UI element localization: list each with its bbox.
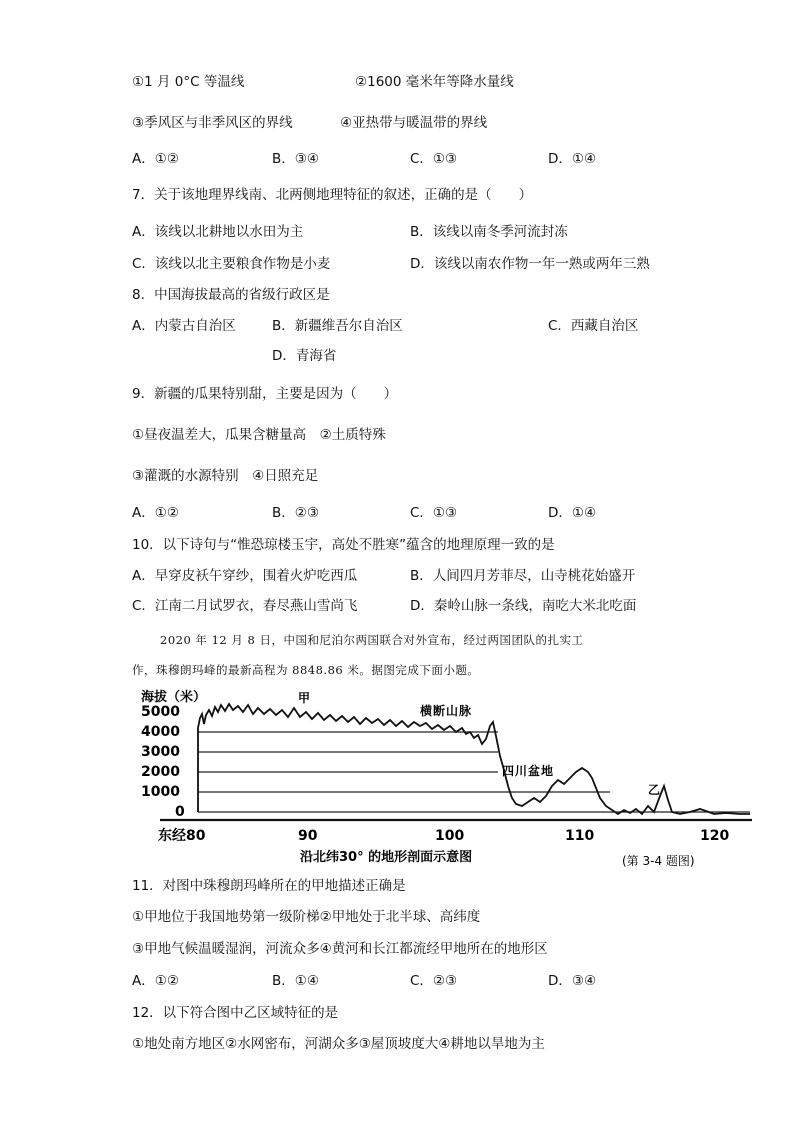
q11-stem: 11．对图中珠穆朗玛峰所在的甲地描述正确是 <box>132 878 406 894</box>
q9-options-12: ①昼夜温差大，瓜果含糖量高 ②土质特殊 <box>132 427 386 443</box>
q10-stem: 10．以下诗句与“惟恐琼楼玉宇，高处不胜寒”蕴含的地理原理一致的是 <box>132 537 555 553</box>
terrain-profile-figure <box>140 688 760 868</box>
q9-choice-c: C．①③ <box>410 505 458 521</box>
x-tick-120: 120 <box>700 828 730 844</box>
q6-choice-a: A．①② <box>132 151 179 167</box>
q9-choice-b: B．②③ <box>272 505 319 521</box>
q10-option-a: A．早穿皮袄午穿纱，围着火炉吃西瓜 <box>132 568 358 584</box>
q11-choice-d: D．③④ <box>548 973 597 989</box>
q8-option-a: A．内蒙古自治区 <box>132 318 236 334</box>
intro-line-2: 作，珠穆朗玛峰的最新高程为 8848.86 米。据图完成下面小题。 <box>132 663 480 677</box>
y-tick-0: 0 <box>175 804 185 820</box>
q6-option-3: ③季风区与非季风区的界线 <box>132 115 293 131</box>
q7-option-a: A．该线以北耕地以水田为主 <box>132 224 304 240</box>
q6-choice-b: B．③④ <box>272 151 319 167</box>
x-tick-110: 110 <box>565 828 595 844</box>
q12-options: ①地处南方地区②水网密布，河湖众多③屋顶坡度大④耕地以旱地为主 <box>132 1036 545 1052</box>
q7-stem: 7．关于该地理界线南、北两侧地理特征的叙述，正确的是（ ） <box>132 187 533 203</box>
q8-stem: 8．中国海拔最高的省级行政区是 <box>132 287 330 303</box>
q11-choice-a: A．①② <box>132 973 179 989</box>
q9-choice-a: A．①② <box>132 505 179 521</box>
y-tick-3000: 3000 <box>141 744 180 760</box>
y-tick-2000: 2000 <box>141 764 180 780</box>
terrain-outline <box>198 704 750 814</box>
q8-option-c: C．西藏自治区 <box>548 318 639 334</box>
q11-choice-c: C．②③ <box>410 973 458 989</box>
q9-choice-d: D．①④ <box>548 505 597 521</box>
q11-options-34: ③甲地气候温暖湿润，河流众多④黄河和长江都流经甲地所在的地形区 <box>132 941 548 957</box>
q6-option-4: ④亚热带与暖温带的界线 <box>340 115 488 131</box>
q6-choice-d: D．①④ <box>548 151 597 167</box>
q10-option-b: B．人间四月芳菲尽，山寺桃花始盛开 <box>410 568 636 584</box>
q10-option-c: C．江南二月试罗衣，春尽燕山雪尚飞 <box>132 598 358 614</box>
q7-option-d: D．该线以南农作物一年一熟或两年三熟 <box>410 256 650 272</box>
x-tick-80: 东经80 <box>158 828 206 844</box>
y-axis-title: 海拔（米） <box>141 690 207 705</box>
q6-option-1: ①1 月 0°C 等温线 <box>132 74 245 90</box>
q11-options-12: ①甲地位于我国地势第一级阶梯②甲地处于北半球、高纬度 <box>132 909 481 925</box>
q9-stem: 9．新疆的瓜果特别甜，主要是因为（ ） <box>132 386 398 402</box>
q7-option-c: C．该线以北主要粮食作物是小麦 <box>132 256 331 272</box>
label-yi: 乙 <box>648 783 661 797</box>
q6-option-2: ②1600 毫米年等降水量线 <box>355 74 514 90</box>
q12-stem: 12．以下符合图中乙区域特征的是 <box>132 1005 339 1021</box>
q6-choice-c: C．①③ <box>410 151 458 167</box>
label-hengduan: 横断山脉 <box>420 704 473 718</box>
q10-option-d: D．秦岭山脉一条线，南吃大米北吃面 <box>410 598 637 614</box>
q7-option-b: B．该线以南冬季河流封冻 <box>410 224 568 240</box>
figure-caption: 沿北纬30° 的地形剖面示意图 <box>300 850 473 865</box>
label-sichuan: 四川盆地 <box>502 764 555 778</box>
intro-line-1: 2020 年 12 月 8 日，中国和尼泊尔两国联合对外宣布，经过两国团队的扎实工 <box>160 633 584 647</box>
y-tick-4000: 4000 <box>141 724 180 740</box>
q9-options-34: ③灌溉的水源特别 ④日照充足 <box>132 468 319 484</box>
label-jia: 甲 <box>298 691 311 705</box>
x-tick-100: 100 <box>435 828 465 844</box>
q8-option-d: D．青海省 <box>272 348 337 364</box>
q11-choice-b: B．①④ <box>272 973 319 989</box>
y-tick-1000: 1000 <box>141 784 180 800</box>
y-tick-5000: 5000 <box>141 704 180 720</box>
q8-option-b: B．新疆维吾尔自治区 <box>272 318 403 334</box>
figure-tag: (第 3-4 题图) <box>622 854 695 868</box>
x-tick-90: 90 <box>298 828 318 844</box>
